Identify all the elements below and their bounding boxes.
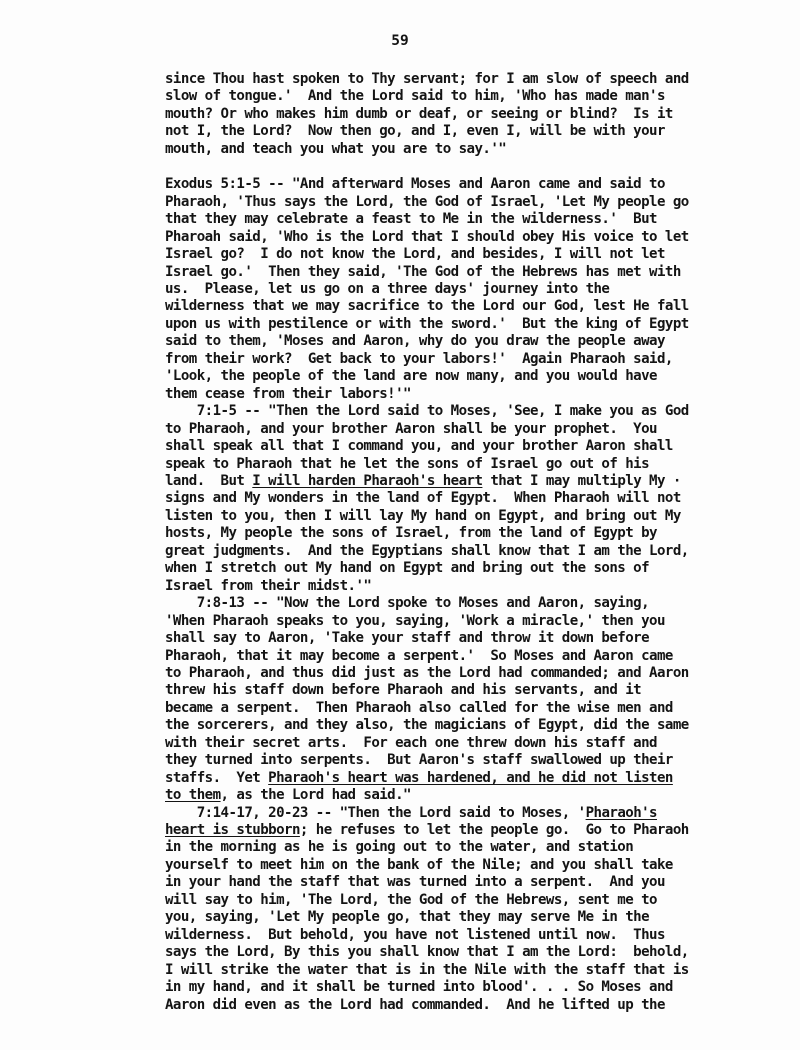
- text-line: [165, 211, 765, 228]
- text-segment: upon us with pestilence or with the sword.' But the king of Egypt: [165, 315, 689, 332]
- text-line: [165, 490, 765, 507]
- text-line: [165, 944, 765, 961]
- text-line: [165, 997, 765, 1014]
- text-segment: ; he refuses to let the people go. Go to Pharaoh: [299, 822, 689, 839]
- text-line: [165, 752, 765, 769]
- text-line: [165, 839, 765, 856]
- underlined-text: heart is stubborn: [165, 822, 300, 839]
- text-segment: slow of tongue.' And the Lord said to him, 'Who has made man's: [165, 88, 665, 105]
- paragraph-p4: [165, 595, 765, 804]
- text-segment: to Pharaoh, and thus did just as the Lord had commanded; and Aaron: [165, 664, 689, 681]
- paragraph-p3: [165, 403, 765, 595]
- text-segment: 7:14-17, 20-23 -- "Then the Lord said to Moses, ': [165, 804, 586, 821]
- underlined-text: I will harden Pharaoh's heart: [252, 472, 483, 489]
- text-segment: signs and My wonders in the land of Egypt. When Pharaoh will not: [165, 490, 681, 507]
- text-line: [165, 578, 765, 595]
- text-line: [165, 71, 765, 88]
- paragraph-p2: [165, 176, 765, 403]
- text-segment: will say to him, 'The Lord, the God of the Hebrews, sent me to: [165, 891, 657, 908]
- text-line: [165, 88, 765, 105]
- text-line: [165, 962, 765, 979]
- text-segment: us. Please, let us go on a three days' journey into the: [165, 280, 610, 297]
- text-segment: from their work? Get back to your labors!' Again Pharaoh said,: [165, 350, 673, 367]
- text-line: [165, 438, 765, 455]
- text-segment: you, saying, 'Let My people go, that they may serve Me in the: [165, 909, 650, 926]
- text-line: [165, 560, 765, 577]
- text-line: [165, 176, 765, 193]
- text-segment: Exodus 5:1-5 -- "And afterward Moses and Aaron came and said to: [165, 176, 665, 193]
- text-segment: staffs. Yet: [165, 769, 269, 786]
- text-line: [165, 682, 765, 699]
- text-segment: them cease from their labors!'": [165, 385, 411, 402]
- text-segment: mouth, and teach you what you are to say.'": [165, 140, 507, 157]
- text-line: [165, 246, 765, 263]
- text-segment: since Thou hast spoken to Thy servant; for I am slow of speech and: [165, 71, 689, 87]
- text-segment: they turned into serpents. But Aaron's staff swallowed up their: [165, 752, 673, 769]
- text-line: [165, 421, 765, 438]
- text-line: [165, 874, 765, 891]
- text-line: [165, 123, 765, 140]
- text-segment: wilderness that we may sacrifice to the Lord our God, lest He fall: [165, 298, 689, 315]
- text-line: [165, 735, 765, 752]
- text-segment: land. But: [165, 472, 253, 489]
- text-segment: Aaron did even as the Lord had commanded. And he lifted up the: [165, 996, 665, 1013]
- text-segment: in my hand, and it shall be turned into blood'. . . So Moses and: [165, 979, 673, 996]
- text-segment: the sorcerers, and they also, the magicians of Egypt, did the same: [165, 717, 689, 734]
- paragraph-p1: [165, 71, 765, 158]
- text-line: [165, 857, 765, 874]
- text-line: [165, 595, 765, 612]
- text-line: [165, 508, 765, 525]
- text-line: [165, 456, 765, 473]
- text-segment: hosts, My people the sons of Israel, from the land of Egypt by: [165, 525, 657, 542]
- underlined-text: Pharaoh's: [585, 804, 657, 821]
- text-segment: , as the Lord had said.": [220, 787, 411, 804]
- text-segment: to Pharaoh, and your brother Aaron shall be your prophet. You: [165, 420, 657, 437]
- text-line: [165, 473, 765, 490]
- text-segment: 7:8-13 -- "Now the Lord spoke to Moses and Aaron, saying,: [165, 595, 650, 612]
- text-line: [165, 403, 765, 420]
- text-segment: shall speak all that I command you, and your brother Aaron shall: [165, 438, 673, 455]
- body-text: [165, 71, 765, 1014]
- text-segment: 'Look, the people of the land are now many, and you would have: [165, 368, 657, 385]
- text-segment: Pharaoh, 'Thus says the Lord, the God of Israel, 'Let My people go: [165, 193, 689, 210]
- text-segment: when I stretch out My hand on Egypt and bring out the sons of: [165, 560, 650, 577]
- paragraph-gap: [165, 158, 765, 176]
- text-segment: Israel go.' Then they said, 'The God of the Hebrews has met with: [165, 263, 681, 280]
- text-line: [165, 525, 765, 542]
- text-line: [165, 630, 765, 647]
- text-line: [165, 368, 765, 385]
- text-line: [165, 386, 765, 403]
- text-segment: mouth? Or who makes him dumb or deaf, or seeing or blind? Is it: [165, 105, 673, 122]
- text-segment: Israel from their midst.'": [165, 577, 372, 594]
- text-segment: said to them, 'Moses and Aaron, why do you draw the people away: [165, 333, 665, 350]
- text-line: [165, 717, 765, 734]
- text-line: [165, 770, 765, 787]
- text-segment: became a serpent. Then Pharaoh also called for the wise men and: [165, 699, 673, 716]
- text-segment: 'When Pharaoh speaks to you, saying, 'Work a miracle,' then you: [165, 612, 665, 629]
- text-segment: not I, the Lord? Now then go, and I, even I, will be with your: [165, 123, 665, 140]
- page-number: 59: [391, 33, 409, 49]
- text-segment: Israel go? I do not know the Lord, and besides, I will not let: [165, 246, 665, 263]
- text-line: [165, 822, 765, 839]
- text-segment: with their secret arts. For each one threw down his staff and: [165, 734, 657, 751]
- text-line: [165, 141, 765, 158]
- text-segment: shall say to Aaron, 'Take your staff and throw it down before: [165, 630, 650, 647]
- text-segment: yourself to meet him on the bank of the Nile; and you shall take: [165, 856, 673, 873]
- text-line: [165, 194, 765, 211]
- text-line: [165, 927, 765, 944]
- text-line: [165, 333, 765, 350]
- text-segment: Pharaoh, that it may become a serpent.' So Moses and Aaron came: [165, 647, 673, 664]
- text-line: [165, 892, 765, 909]
- text-line: [165, 264, 765, 281]
- underlined-text: to them: [165, 787, 221, 804]
- text-segment: threw his staff down before Pharaoh and his servants, and it: [165, 682, 642, 699]
- text-line: [165, 787, 765, 804]
- text-line: [165, 298, 765, 315]
- text-segment: wilderness. But behold, you have not listened until now. Thus: [165, 926, 665, 943]
- text-segment: Pharoah said, 'Who is the Lord that I should obey His voice to let: [165, 228, 689, 245]
- text-segment: great judgments. And the Egyptians shall know that I am the Lord,: [165, 542, 689, 559]
- text-line: [165, 909, 765, 926]
- paragraph-p5: [165, 805, 765, 1014]
- text-segment: in your hand the staff that was turned into a serpent. And you: [165, 874, 665, 891]
- text-line: [165, 648, 765, 665]
- text-line: [165, 613, 765, 630]
- text-line: [165, 229, 765, 246]
- text-line: [165, 316, 765, 333]
- text-line: [165, 805, 765, 822]
- text-segment: says the Lord, By this you shall know that I am the Lord: behold,: [165, 944, 689, 961]
- text-line: [165, 543, 765, 560]
- text-segment: in the morning as he is going out to the water, and station: [165, 839, 634, 856]
- text-line: [165, 106, 765, 123]
- text-segment: I will strike the water that is in the Nile with the staff that is: [165, 961, 689, 978]
- text-line: [165, 700, 765, 717]
- text-segment: 7:1-5 -- "Then the Lord said to Moses, 'See, I make you as God: [165, 403, 689, 420]
- text-segment: that I may multiply My ·: [482, 472, 681, 489]
- text-segment: listen to you, then I will lay My hand on Egypt, and bring out My: [165, 507, 681, 524]
- text-line: [165, 281, 765, 298]
- text-line: [165, 979, 765, 996]
- text-line: [165, 351, 765, 368]
- text-segment: speak to Pharaoh that he let the sons of Israel go out of his: [165, 455, 650, 472]
- text-segment: that they may celebrate a feast to Me in the wilderness.' But: [165, 211, 657, 228]
- text-line: [165, 665, 765, 682]
- underlined-text: Pharaoh's heart was hardened, and he did not listen: [268, 769, 673, 786]
